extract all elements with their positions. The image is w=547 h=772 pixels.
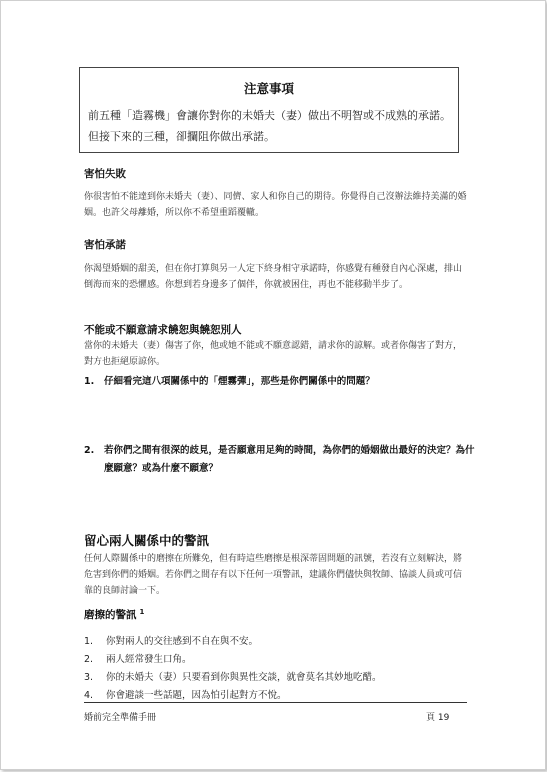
footer-divider bbox=[84, 702, 467, 703]
question-text: 若你們之間有很深的歧見，是否願意用足夠的時間，為你們的婚姻做出最好的決定？為什麼願意？或為什麼不願意？ bbox=[104, 445, 475, 474]
list-item bbox=[84, 633, 474, 651]
section-body-forgiveness: 當你的未婚夫（妻）傷害了你，他或她不能或不願意認錯，請求你的諒解。或者你傷害了對方，對方也拒絕原諒你。 bbox=[84, 341, 463, 367]
list-item-number: 4. bbox=[84, 690, 94, 701]
list-item-text: 你的未婚夫（妻）只要看到你與異性交談，就會莫名其妙地吃醋。 bbox=[106, 672, 382, 683]
section-body-fear-of-commitment: 你渴望婚姻的甜美，但在你打算與另一人定下終身相守承諾時，你感覺有種發自內心深處，排山倒海而來的恐懼感。你想到若身邊多了個伴，你就被困住，再也不能移動半步了。 bbox=[84, 264, 463, 290]
list-item bbox=[84, 651, 474, 669]
notice-box bbox=[79, 67, 459, 153]
footer-book-title: 婚前完全準備手冊 bbox=[84, 713, 157, 723]
list-item-number: 2. bbox=[84, 654, 94, 665]
list-item-text: 你對兩人的交往感到不自在與不安。 bbox=[106, 636, 259, 647]
warning-title: 留心兩人關係中的警訊 bbox=[84, 533, 210, 548]
friction-warning-heading-text: 磨擦的警訊 bbox=[84, 609, 137, 621]
list-item bbox=[84, 669, 474, 687]
section-heading-forgiveness: 不能或不願意請求饒恕與饒恕別人 bbox=[84, 324, 242, 336]
question-number: 1. bbox=[84, 376, 95, 387]
friction-warning-list bbox=[84, 633, 474, 705]
friction-warning-heading bbox=[84, 607, 144, 622]
question-number: 2. bbox=[84, 445, 95, 456]
notice-title: 注意事項 bbox=[243, 81, 294, 96]
list-item-text: 你會避談一些話題，因為怕引起對方不悅。 bbox=[106, 690, 287, 701]
warning-body: 任何人際關係中的磨擦在所難免，但有時這些磨擦是根深蒂固問題的訊號，若沒有立刻解決，將危害到你們的婚姻。若你們之間存有以下任何一項警訊，建議你們儘快與牧師、協談人員或可信靠的良師討論一下。 bbox=[84, 554, 463, 596]
list-item-number: 3. bbox=[84, 672, 94, 683]
section-body-fear-of-failure: 你很害怕不能達到你未婚夫（妻）、同儕、家人和你自己的期待。你覺得自己沒辦法維持美滿的婚姻。也許父母離婚，所以你不希望重蹈覆轍。 bbox=[84, 192, 467, 218]
list-item-text: 兩人經常發生口角。 bbox=[106, 654, 192, 665]
footer-page-number: 頁 19 bbox=[426, 713, 450, 723]
list-item-number: 1. bbox=[84, 636, 94, 647]
question-text: 仔細看完這八項關係中的「煙霧彈」，那些是你們關係中的問題？ bbox=[104, 376, 375, 387]
notice-body: 前五種「造霧機」會讓你對你的未婚夫（妻）做出不明智或不成熟的承諾。但接下來的三種，卻攔阻你做出承諾。 bbox=[88, 109, 451, 143]
section-heading-fear-of-commitment: 害怕承諾 bbox=[84, 239, 126, 251]
footnote-marker: 1 bbox=[139, 607, 145, 616]
section-heading-fear-of-failure: 害怕失敗 bbox=[84, 168, 126, 180]
